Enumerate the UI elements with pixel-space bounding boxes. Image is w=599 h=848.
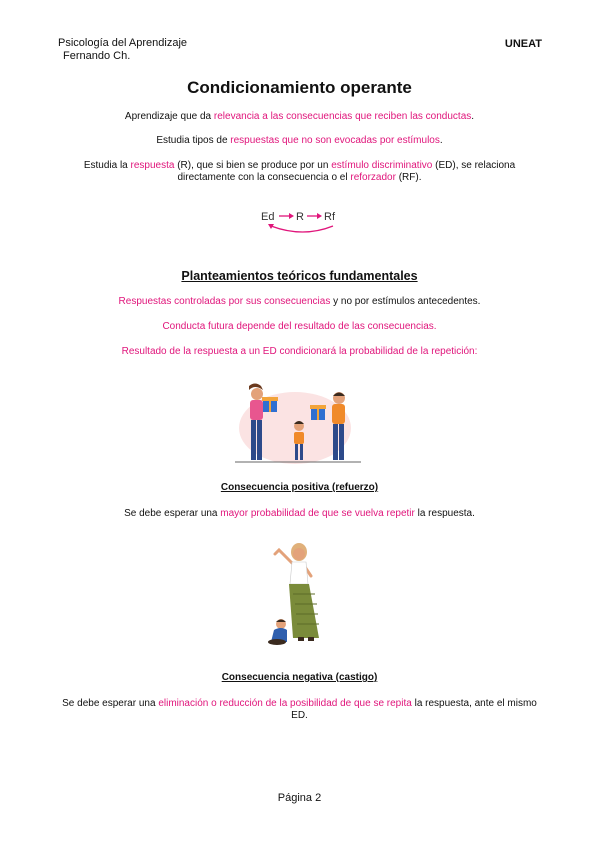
highlight-text: eliminación o reducción de la posibilidad de que se repita <box>158 698 412 709</box>
text-run: la respuesta. <box>414 508 475 519</box>
document-header-left <box>58 37 187 63</box>
highlight-text: estímulo discriminativo <box>331 160 433 171</box>
ed-r-rf-diagram <box>258 208 358 236</box>
highlight-text: respuestas que no son evocadas por estímulos <box>230 135 440 146</box>
course-name: Psicología del Aprendizaje <box>58 37 188 49</box>
principle-3: Resultado de la respuesta a un ED condicionará la probabilidad de la repetición: <box>121 346 478 357</box>
intro-paragraph-3 <box>70 160 529 184</box>
page-title: Condicionamiento operante <box>187 78 412 97</box>
highlight-text: relevancia a las consecuencias que reciben las conductas <box>213 111 472 122</box>
diagram-node-rf: Rf <box>324 211 335 223</box>
text-run: y no por estímulos antecedentes. <box>330 296 481 307</box>
text-run: . <box>471 111 475 122</box>
text-run: Estudia la <box>83 160 131 171</box>
positive-heading: Consecuencia positiva (refuerzo) <box>220 482 379 493</box>
arrow-head-1 <box>289 213 294 219</box>
text-run: Se debe esperar una <box>62 698 159 709</box>
intro-paragraph-2 <box>50 135 549 147</box>
highlight-text: reforzador <box>350 172 396 183</box>
highlight-text: mayor probabilidad de que se vuelva repetir <box>220 508 415 519</box>
author-name: Fernando Ch. <box>63 50 131 62</box>
text-run: Se debe esperar una <box>124 508 221 519</box>
text-run: Estudia tipos de <box>156 135 231 146</box>
family-gifts-illustration <box>233 378 363 470</box>
angry-mother-child-illustration <box>263 538 333 648</box>
highlight-text: Respuestas controladas por sus consecuencias <box>118 296 331 307</box>
intro-paragraph-1 <box>50 111 549 123</box>
principle-2: Conducta futura depende del resultado de las consecuencias. <box>162 321 437 332</box>
text-run: (R), que si bien se produce por un <box>174 160 332 171</box>
highlight-text: respuesta <box>130 160 175 171</box>
feedback-arrow <box>271 226 333 232</box>
institution-name: UNEAT <box>504 38 542 50</box>
text-run: (RF). <box>395 172 422 183</box>
text-run: (ED), se relaciona directamente con la consecuencia o el <box>177 160 516 183</box>
arrow-head-2 <box>317 213 322 219</box>
negative-heading: Consecuencia negativa (castigo) <box>221 672 378 683</box>
diagram-node-ed: Ed <box>261 211 275 223</box>
positive-text <box>50 508 549 520</box>
text-run: la respuesta, ante el mismo ED. <box>291 698 537 721</box>
text-run: . <box>439 135 443 146</box>
page-number: Página 2 <box>277 792 322 804</box>
section-heading: Planteamientos teóricos fundamentales <box>181 269 418 283</box>
diagram-node-r: R <box>296 211 304 223</box>
text-run: Aprendizaje que da <box>124 111 214 122</box>
principle-1 <box>50 296 549 308</box>
negative-text <box>55 698 544 722</box>
